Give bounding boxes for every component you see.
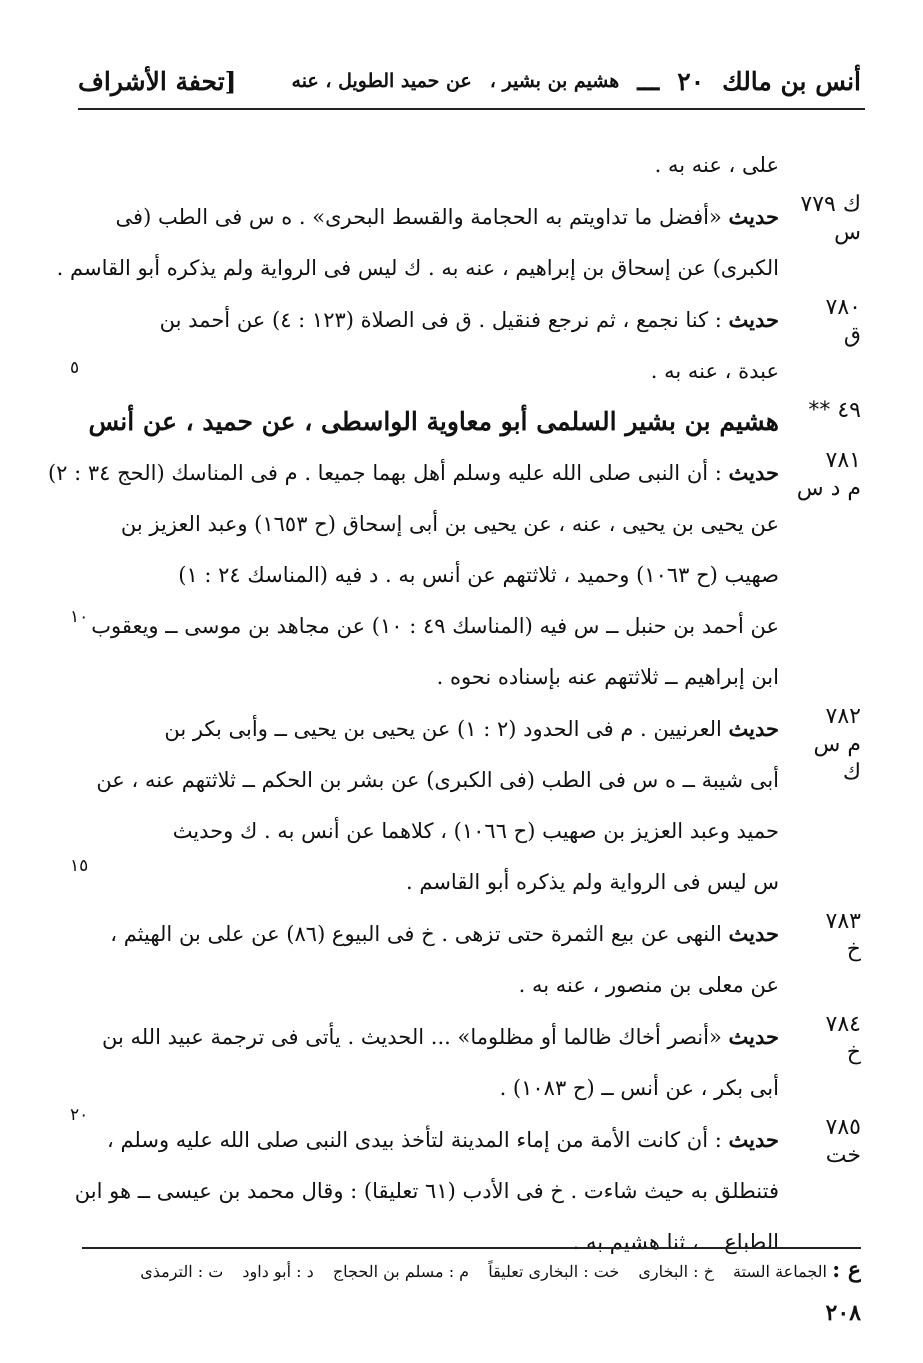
entry-line: صهيب (ح ١٠٦٣) وحميد ، ثلاثتهم عن أنس به . د فيه (المناسك ٢٤ : ١) [178, 563, 779, 587]
entry-text [48, 447, 779, 703]
header-chain [292, 67, 861, 96]
hadith-keyword: حديث [728, 1127, 779, 1152]
entry-line: عن يحيى بن يحيى ، عنه ، عن يحيى بن أبى إسحاق (ح ١٦٥٣) وعبد العزيز بن [120, 512, 779, 536]
entry-line: : أن كانت الأمة من إماء المدينة لتأخذ بيدى النبى صلى الله عليه وسلم ، [106, 1128, 722, 1152]
entry-line: عبدة ، عنه به . [650, 359, 779, 383]
line-marker: ٢٠ [70, 1105, 89, 1125]
header-chain-rest: عن حميد الطويل ، عنه [291, 70, 472, 92]
siglum: م د س [796, 476, 861, 501]
abbrev-item: ت : الترمذى [140, 1262, 224, 1281]
hadith-keyword: حديث [728, 1024, 779, 1049]
header-chain-dash: ـــ [637, 66, 660, 96]
hadith-keyword: حديث [728, 307, 779, 332]
line-marker: ٥ [70, 358, 80, 378]
siglum: ك [842, 760, 861, 785]
header-chain-narrator: هشيم بن بشير ، [489, 70, 620, 92]
entry-line: «أفضل ما تداويتم به الحجامة والقسط البحرى» . ه س فى الطب (فى [115, 205, 722, 229]
entry-line: عن معلى بن منصور ، عنه به . [518, 973, 779, 997]
siglum: خ [846, 937, 861, 962]
siglum: م س [813, 732, 861, 757]
entry-number: ٧٨١ [825, 448, 861, 473]
entry-line: الطباع ــ ، ثنا هشيم به . [572, 1230, 779, 1254]
hadith-keyword: حديث [728, 921, 779, 946]
entry-line: س ليس فى الرواية ولم يذكره أبو القاسم . [406, 870, 779, 894]
siglum: س [834, 220, 861, 245]
hadith-entry [98, 703, 861, 908]
entry-margin [779, 908, 861, 964]
entry-line: أبى بكر ، عن أنس ــ (ح ١٠٨٣) . [499, 1076, 779, 1100]
entry-margin [779, 703, 861, 787]
entry-line: النهى عن بيع الثمرة حتى تزهى . خ فى البيوع (٨٦) عن على بن الهيثم ، [110, 922, 722, 946]
hadith-keyword: حديث [728, 204, 779, 229]
abbrev-lead: ع : [832, 1257, 861, 1283]
entry-margin [779, 1114, 861, 1170]
entry-number: ٧٧٩ [800, 192, 836, 217]
entry-number: ٧٨٢ [825, 704, 861, 729]
entry-line: ابن إبراهيم ــ ثلاثتهم عنه بإسناده نحوه . [436, 665, 779, 689]
abbrev-item: د : أبو داود [242, 1262, 314, 1281]
entry-margin [779, 294, 861, 350]
entry-text [57, 191, 779, 294]
entry-margin [779, 191, 861, 247]
entry-margin [779, 447, 861, 503]
hadith-keyword: حديث [728, 716, 779, 741]
line-marker: ١٥ [70, 856, 89, 876]
header-book-title: [تحفة الأشراف [78, 66, 237, 96]
continuation-text: على ، عنه به . [654, 153, 779, 177]
header-divider [78, 108, 865, 110]
entry-text [98, 1011, 779, 1114]
hadith-entry [47, 447, 861, 703]
hadith-entry [98, 1011, 861, 1114]
siglum: خ [846, 1040, 861, 1065]
entry-line: الكبرى) عن إسحاق بن إبراهيم ، عنه به . ك ليس فى الرواية ولم يذكره أبو القاسم . [56, 256, 779, 280]
entry-text [98, 294, 779, 397]
siglum: ك [842, 192, 861, 217]
entry-line: فتنطلق به حيث شاءت . خ فى الأدب (٦١ تعليقا) : وقال محمد بن عيسى ــ هو ابن [74, 1179, 779, 1203]
hadith-entry [74, 1114, 861, 1268]
header-musnad: أنس بن مالك [722, 66, 861, 96]
entry-number: ٧٨٠ [825, 295, 861, 320]
narrator-chain-heading [88, 397, 861, 447]
entry-line: عن أحمد بن حنبل ــ س فيه (المناسك ٤٩ : ١٠) عن مجاهد بن موسى ــ ويعقوب [91, 614, 779, 638]
hadith-entry [98, 908, 861, 1011]
entry-number: ٧٨٣ [825, 909, 861, 934]
abbreviations-key [82, 1253, 861, 1287]
entry-number: ٧٨٥ [825, 1115, 861, 1140]
entry-line: : أن النبى صلى الله عليه وسلم أهل بهما جميعا . م فى المناسك (الحج ٣٤ : ٢) [47, 461, 722, 485]
chain-heading-text: هشيم بن بشير السلمى أبو معاوية الواسطى ، عن حميد ، عن أنس [88, 407, 779, 436]
entry-line: العرنيين . م فى الحدود (٢ : ١) عن يحيى بن يحيى ــ وأبى بكر بن [164, 717, 722, 741]
entry-line: حميد وعبد العزيز بن صهيب (ح ١٠٦٦) ، كلاهما عن أنس به . ك وحديث [172, 819, 779, 843]
entry-margin [779, 1011, 861, 1067]
entry-line: : كنا نجمع ، ثم نرجع فنقيل . ق فى الصلاة (١٢٣ : ٤) عن أحمد بن [159, 308, 722, 332]
entry-text [75, 1114, 779, 1268]
running-header [78, 56, 861, 106]
hadith-keyword: حديث [728, 460, 779, 485]
entry-number: ٧٨٤ [825, 1012, 861, 1037]
header-chain-number: ٢٠ [677, 66, 705, 96]
abbrev-item: خت : البخارى تعليقاً [488, 1262, 620, 1281]
entry-text [98, 908, 779, 1011]
continuation-row [98, 140, 861, 191]
entry-line: أبى شيبة ــ ه س فى الطب (فى الكبرى) عن بشر بن الحكم ــ ثلاثتهم عنه ، عن [96, 768, 779, 792]
hadith-entry [56, 191, 861, 294]
chain-number: ٤٩ ** [808, 398, 861, 423]
hadith-entry [98, 294, 861, 397]
line-marker: ١٠ [70, 607, 89, 627]
footer-divider [82, 1247, 861, 1249]
entry-line: «أنصر أخاك ظالما أو مظلوما» ... الحديث . يأتى فى ترجمة عبيد الله بن [101, 1025, 722, 1049]
siglum: خت [825, 1143, 861, 1168]
abbrev-item: م : مسلم بن الحجاج [332, 1262, 470, 1281]
abbrev-item: الجماعة الستة [733, 1262, 827, 1281]
abbrev-item: خ : البخارى [638, 1262, 714, 1281]
page-number: ٢٠٨ [825, 1300, 861, 1326]
entry-text [96, 703, 779, 908]
siglum: ق [843, 323, 861, 348]
